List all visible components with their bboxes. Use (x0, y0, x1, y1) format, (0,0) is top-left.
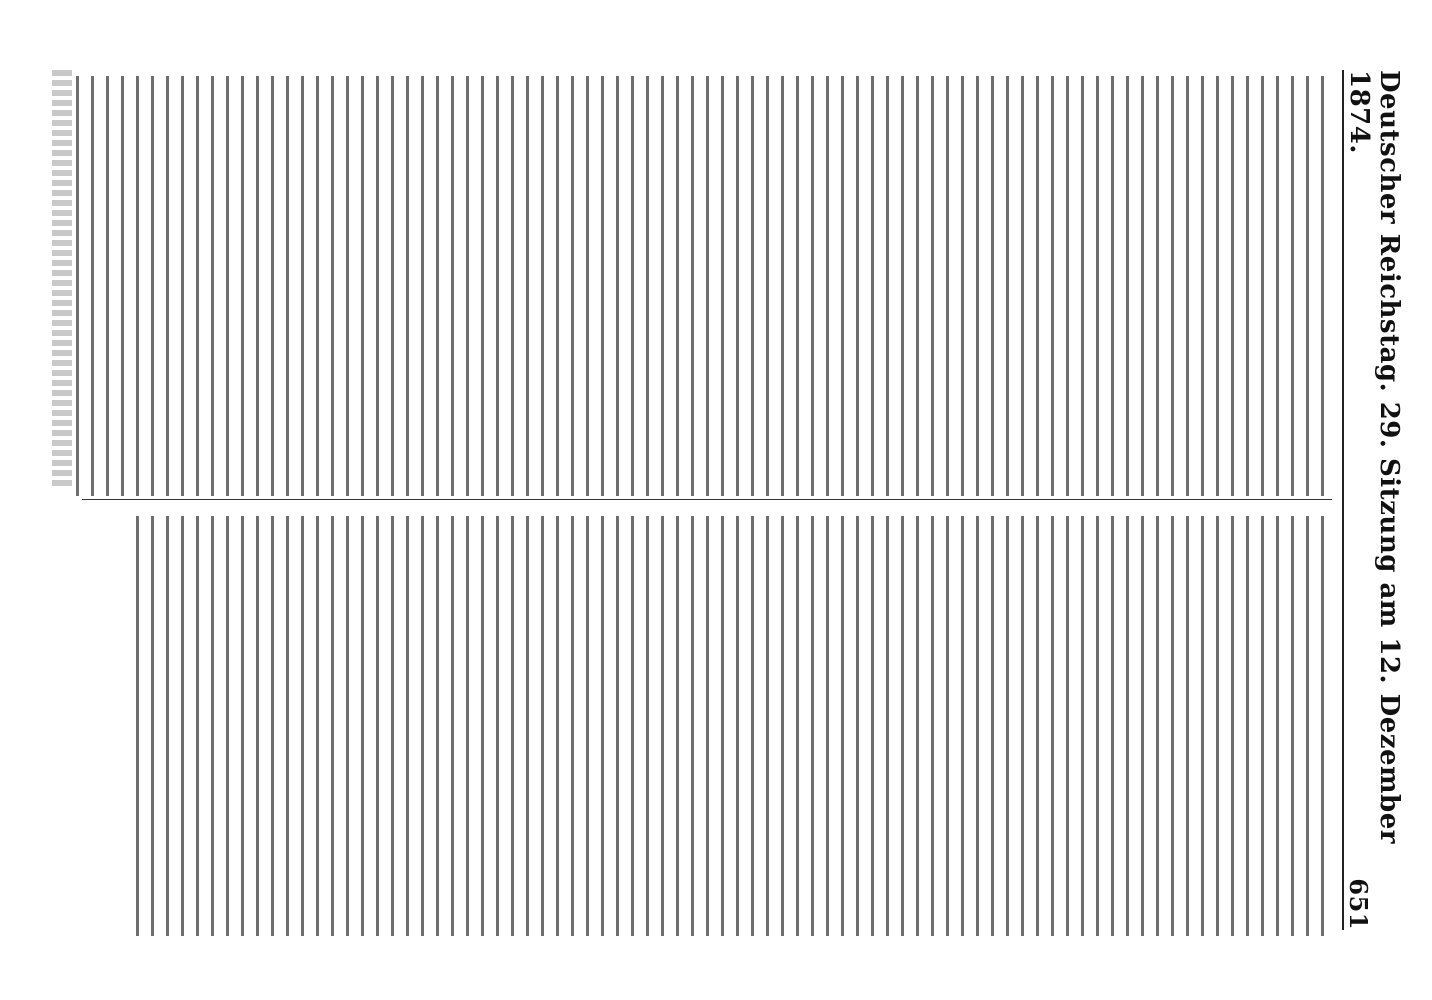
side-banner (1412, 0, 1432, 1000)
left-text-column (66, 70, 1332, 502)
right-text-column (66, 510, 1332, 942)
page-number: 651 (1344, 878, 1373, 930)
header-title: Deutscher Reichstag. 29. Sitzung am 12. Dezember 1874. (1344, 70, 1404, 844)
right-column-text-placeholder (124, 516, 1324, 936)
side-banner-text-placeholder (1412, 0, 1432, 1000)
left-column-text-placeholder (74, 76, 1324, 496)
footer-line-placeholder (52, 70, 72, 490)
running-header (1342, 70, 1404, 930)
column-divider (82, 499, 1332, 500)
